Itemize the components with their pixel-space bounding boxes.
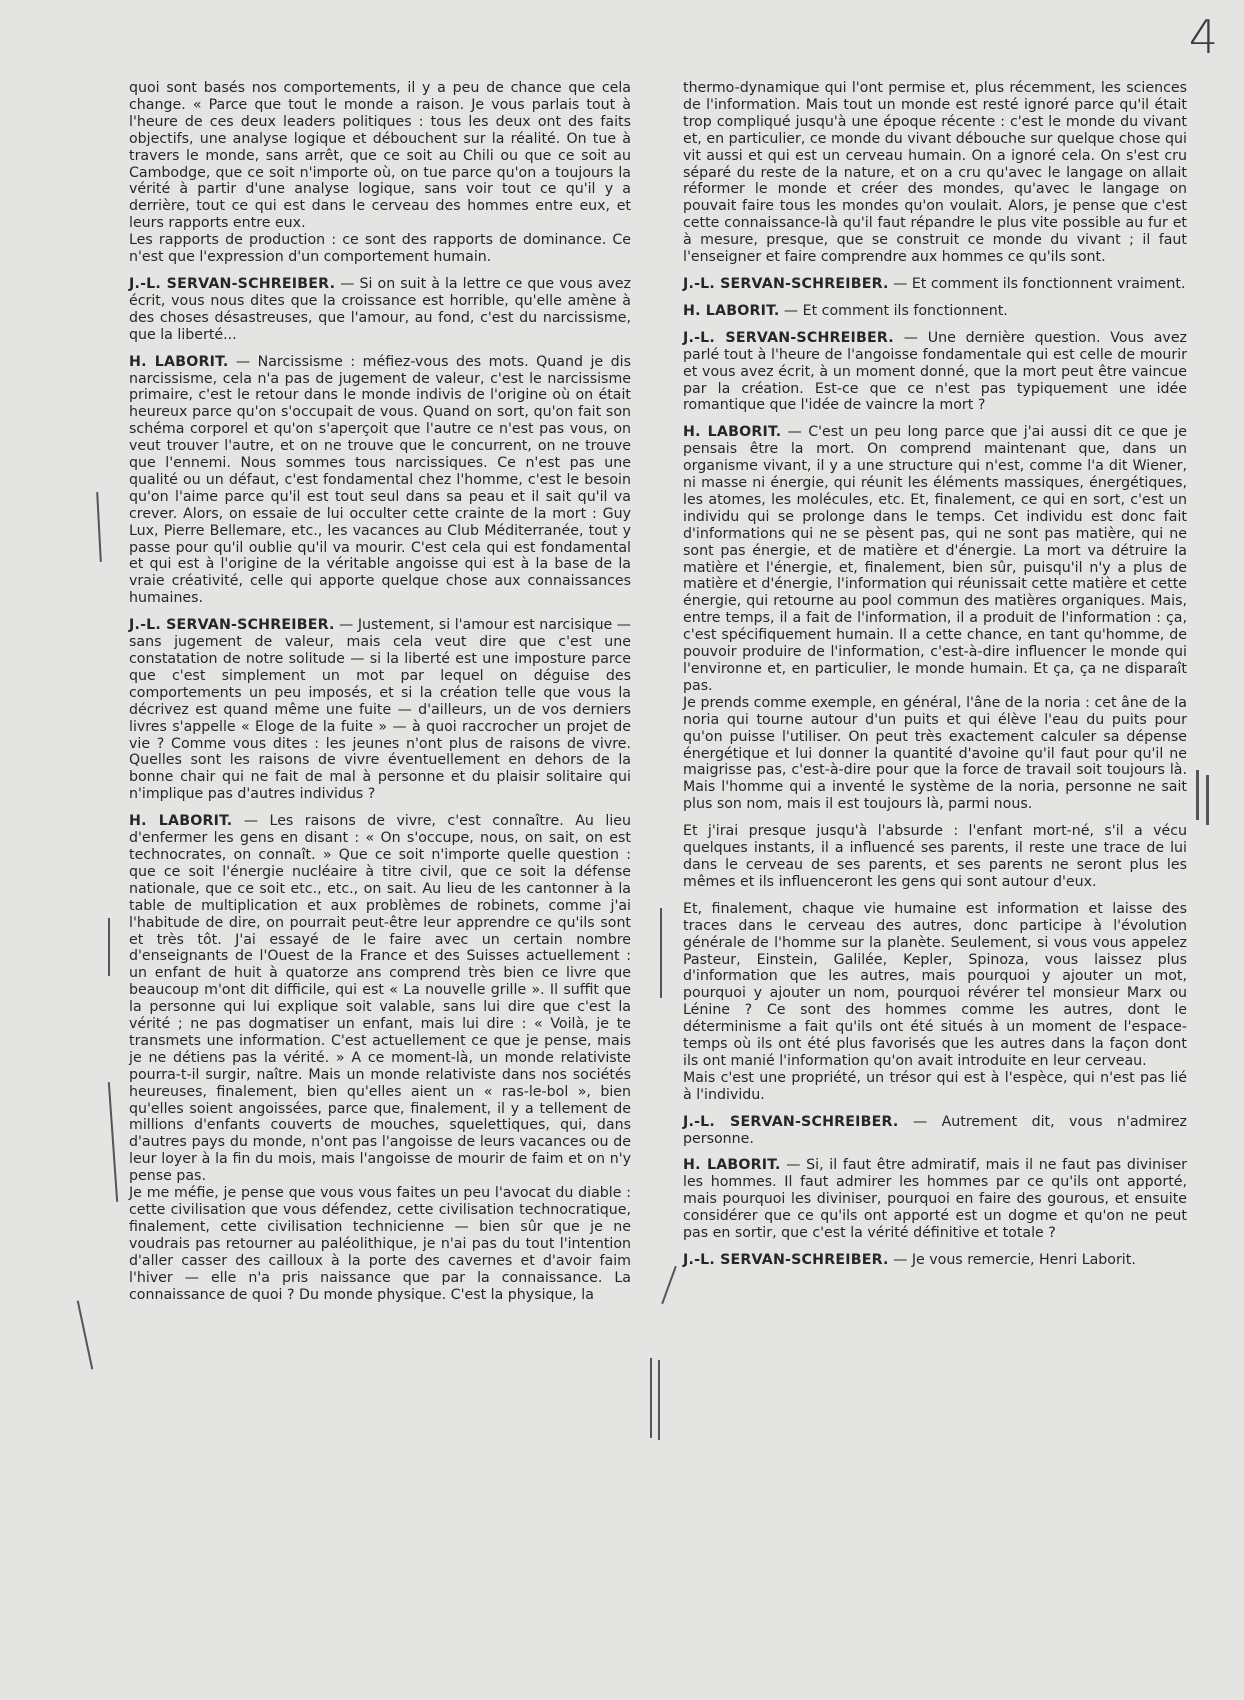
margin-mark xyxy=(650,1358,652,1438)
paragraph-text: — Les raisons de vivre, c'est connaître. Au lieu d'enfermer les gens en disant : « On s'occupe, nous, on sait, on est technocrates, on connaît. » Que ce soit n'importe quelle question : que ce soit l'énergie nucléaire à titre civil, que ce soit la défense nationale, que ce soit etc., etc., on sait. Au lieu de les cantonner à la table de multiplication et aux problèmes de robinets, comme j'ai l'habitude de dire, on pourrait peut-être leur apprendre ce qu'ils sont et très tôt. J'ai essayé de le faire avec un certain nombre d'enseignants de l'Ouest de la France et des Suisses actuellement : un enfant de huit à quatorze ans comprend très bien ce livre que beaucoup m'ont dit difficile, qui est « La nouvelle grille ». Il suffit que la personne qui lui explique soit valable, sans lui dire que c'est la vérité ; ne pas dogmatiser un enfant, mais lui dire : « Voilà, je te transmets une information. C'est actuellement ce que je pense, mais je ne détiens pas la vérité. » A ce moment-là, un monde relativiste pourra-t-il surgir, naître. Mais un monde relativiste dans nos sociétés heureuses, finalement, bien qu'elles aient un « ras-le-bol », bien qu'elles soient angoissées, parce que, finalement, il y a tellement de millions d'enfants couverts de mouches, squelettiques, qui, dans d'autres pays du monde, n'ont pas l'angoisse de leurs vacances ou de leur loyer à la fin du mois, mais l'angoisse de mourir de faim et on n'y pense pas. xyxy=(129,813,631,1185)
paragraph-text: — Narcissisme : méfiez-vous des mots. Quand je dis narcissisme, cela n'a pas de jugement de valeur, c'est le narcissisme primaire, c'est le retour dans le monde indivis de l'origine où on était heureux parce qu'on s'occupait de vous. Quand on sort, qu'on fait son schéma corporel et qu'on s'aperçoit que l'autre ce n'est pas vous, on veut trouver l'autre, et on ne trouve que le concurrent, on ne trouve que l'ennemi. Nous sommes tous narcissiques. Ce n'est pas une qualité ou un défaut, c'est fondamental chez l'homme, c'est le besoin qu'on l'aime parce qu'il est tout seul dans sa peau et il sait qu'il va crever. Alors, on essaie de lui occulter cette crainte de la mort : Guy Lux, Pierre Bellemare, etc., les vacances au Club Méditerranée, tout y passe pour qu'il oublie qu'il va mourir. C'est cela qui est fondamental et qui est à l'origine de la véritable angoisse qui est à la base de la vraie créativité, celle qui apporte quelque chose aux connaissances humaines. xyxy=(129,353,631,607)
paragraph xyxy=(683,80,1187,266)
paragraph xyxy=(129,276,631,344)
paragraph xyxy=(129,617,631,803)
paragraph-text: Mais c'est une propriété, un trésor qui est à l'espèce, qui n'est pas lié à l'individu. xyxy=(683,1069,1187,1103)
margin-mark xyxy=(96,492,102,562)
paragraph-text: Et, finalement, chaque vie humaine est information et laisse des traces dans le cerveau des autres, donc participe à l'évolution générale de l'homme sur la planète. Seulement, si vous vous appelez Pasteur, Einstein, Galilée, Kepler, Spinoza, vous laissez plus d'information que les autres, mais pourquoi y ajouter un mot, pourquoi y ajouter un nom, pourquoi révérer tel monsieur Marx ou Lénine ? Ce sont des hommes comme les autres, dont le déterminisme a fait qu'ils ont été situés à un moment de l'espace-temps où ils ont été plus favorisés que les autres dans la façon dont ils ont manié l'information qu'on avait introduite en leur cerveau. xyxy=(683,900,1187,1069)
paragraph-text: — Autrement dit, vous n'admirez personne. xyxy=(683,1113,1187,1147)
right-column xyxy=(683,80,1187,1279)
margin-mark xyxy=(108,1082,118,1202)
speaker-name: H. LABORIT. xyxy=(683,1157,781,1174)
left-column xyxy=(129,80,631,1313)
paragraph xyxy=(683,901,1187,1070)
paragraph xyxy=(683,823,1187,891)
paragraph-text: thermo-dynamique qui l'ont permise et, plus récemment, les sciences de l'information. Mais tout un monde est resté ignoré parce qu'il était trop compliqué jusqu'à une époque récente : c'est le monde du vivant et, en particulier, ce monde du vivant débouche sur quelque chose qui vit aussi et qui est un cerveau humain. On a ignoré cela. On s'est cru séparé du reste de la nature, et on a cru qu'avec le langage on allait réformer le monde et créer des mondes, qu'avec le langage on pouvait faire tous les mondes qu'on voulait. Alors, je pense que c'est cette connaissance-là qu'il faut répandre le plus vite possible au fur et à mesure, presque, que se construit ce monde du vivant ; il faut l'enseigner et faire comprendre aux hommes ce qu'ils sont. xyxy=(683,80,1187,266)
speaker-name: J.-L. SERVAN-SCHREIBER. xyxy=(683,1113,899,1130)
paragraph xyxy=(129,80,631,232)
margin-mark xyxy=(661,1266,677,1304)
paragraph-text: — Justement, si l'amour est narcisique — sans jugement de valeur, mais cela veut dire que c'est une constatation de notre solitude — si la liberté est une imposture parce que c'est simplement un mot par lequel on déguise des comportements un peu imposés, et si la création telle que vous la décrivez est quand même une fuite — d'ailleurs, un de vos derniers livres s'appelle « Eloge de la fuite » — à quoi raccrocher un projet de vie ? Comme vous dites : les jeunes n'ont plus de raisons de vivre. Quelles sont les raisons de vivre éventuellement en dehors de la bonne chair qui ne fait de mal à personne et du plaisir solitaire qui n'implique pas d'autres individus ? xyxy=(129,617,631,803)
paragraph-text: Je prends comme exemple, en général, l'âne de la noria : cet âne de la noria qui tourne autour d'un puits et qui élève l'eau du puits pour qu'on puisse l'utiliser. On peut très exactement calculer sa dépense énergétique et lui donner la quantité d'avoine qu'il faut pour qu'il ne maigrisse pas, c'est-à-dire pour que la force de travail soit toujours là. Mais l'homme qui a inventé le système de la noria, personne ne sait plus son nom, mais il est toujours là, parmi nous. xyxy=(683,694,1187,813)
speaker-name: J.-L. SERVAN-SCHREIBER. xyxy=(683,1252,889,1268)
speaker-name: H. LABORIT. xyxy=(683,302,780,319)
paragraph-text: Et j'irai presque jusqu'à l'absurde : l'enfant mort-né, s'il a vécu quelques instants, il a influencé ses parents, il reste une trace de lui dans le cerveau de ses parents, et ses parents ne seront plus les mêmes et ils influenceront les gens qui sont autour d'eux. xyxy=(683,823,1187,890)
paragraph xyxy=(129,354,631,608)
paragraph xyxy=(683,1114,1187,1148)
paragraph xyxy=(129,1185,631,1303)
margin-mark xyxy=(1206,775,1209,825)
speaker-name: J.-L. SERVAN-SCHREIBER. xyxy=(683,275,889,292)
paragraph-text: — Si, il faut être admiratif, mais il ne faut pas diviniser les hommes. Il faut admirer les hommes par ce qu'ils ont apporté, mais pourquoi les diviniser, pourquoi en faire des gourous, et ensuite considérer que ce qu'ils ont apporté est un dogme et qu'on ne peut pas en sortir, que c'est la vérité définitive et totale ? xyxy=(683,1157,1187,1242)
margin-mark xyxy=(108,918,110,976)
paragraph xyxy=(683,1252,1187,1269)
paragraph xyxy=(129,813,631,1185)
paragraph xyxy=(683,330,1187,415)
paragraph xyxy=(683,695,1187,813)
paragraph-text: Les rapports de production : ce sont des rapports de dominance. Ce n'est que l'expression d'un comportement humain. xyxy=(129,232,631,266)
speaker-name: J.-L. SERVAN-SCHREIBER. xyxy=(129,617,335,634)
margin-mark xyxy=(77,1301,94,1370)
speaker-name: H. LABORIT. xyxy=(683,424,782,441)
margin-mark xyxy=(660,908,662,998)
paragraph xyxy=(683,1070,1187,1104)
margin-mark xyxy=(658,1360,660,1440)
paragraph-text: — Une dernière question. Vous avez parlé tout à l'heure de l'angoisse fondamentale qui est celle de mourir et vous avez écrit, à un moment donné, que la mort peut être vaincue par la création. Est-ce que ce n'est pas typiquement une idée romantique que l'idée de vaincre la mort ? xyxy=(683,329,1187,414)
speaker-name: H. LABORIT. xyxy=(129,813,233,830)
paragraph-text: quoi sont basés nos comportements, il y a peu de chance que cela change. « Parce que tout le monde a raison. Je vous parlais tout à l'heure de ces deux leaders politiques : tous les deux ont des faits objectifs, une analyse logique et débouchent sur la réalité. On tue à travers le monde, sans arrêt, que ce soit au Chili ou que ce soit au Cambodge, que ce soit n'importe où, on tue parce qu'on a toujours la vérité à partir d'une analyse logique, sans voir tout ce qu'il y a derrière, tout ce qui est dans le cerveau des hommes entre eux, et leurs rapports entre eux. xyxy=(129,80,631,232)
paragraph xyxy=(683,303,1187,320)
paragraph-text: — Si on suit à la lettre ce que vous avez écrit, vous nous dites que la croissance est horrible, qu'elle amène à des choses désastreuses, que l'amour, au fond, c'est du narcissisme, que la liberté... xyxy=(129,275,631,343)
paragraph-text: — C'est un peu long parce que j'ai aussi dit ce que je pensais être la mort. On comprend maintenant que, dans un organisme vivant, il y a une structure qui n'est, comme l'a dit Wiener, ni masse ni énergie, qui réunit les éléments massiques, énergétiques, les atomes, les molécules, etc. Et, finalement, ce qui en sort, c'est un individu qui se prolonge dans le temps. Cet individu est donc fait d'informations qui ne se pèsent pas, qui ne sont pas matière, qui ne sont pas énergie, et de matière et d'énergie. La mort va détruire la matière et l'énergie, et, finalement, bien sûr, puisqu'il n'y a plus de matière et d'énergie, l'information qui réunissait cette matière et cette énergie, qui retourne au pool commun des matières organiques. Mais, entre temps, il a fait de l'information, il a produit de l'information : ça, c'est spécifiquement humain. Il a cette chance, en tant qu'homme, de pouvoir produire de l'information, c'est-à-dire influencer le monde qui l'environne et, en particulier, le monde humain. Et ça, ça ne disparaît pas. xyxy=(683,424,1187,694)
paragraph xyxy=(129,232,631,266)
paragraph xyxy=(683,276,1187,293)
speaker-name: J.-L. SERVAN-SCHREIBER. xyxy=(129,275,336,292)
page-number: 4 xyxy=(1188,10,1218,64)
margin-mark xyxy=(1196,770,1199,820)
speaker-name: H. LABORIT. xyxy=(129,353,229,370)
paragraph-text: Je me méfie, je pense que vous vous faites un peu l'avocat du diable : cette civilisation que vous défendez, cette civilisation technocratique, finalement, cette civilisation technicienne — bien sûr que je ne voudrais pas retourner au paléolithique, je n'ai pas du tout l'intention d'aller casser des cailloux à la porte des cavernes et d'avoir faim l'hiver — elle n'a pris naissance que par la connaissance. La connaissance de quoi ? Du monde physique. C'est la physique, la xyxy=(129,1185,631,1303)
paragraph-text: — Et comment ils fonctionnent. xyxy=(779,302,1008,319)
speaker-name: J.-L. SERVAN-SCHREIBER. xyxy=(683,329,894,346)
paragraph xyxy=(683,424,1187,695)
paragraph-text: — Et comment ils fonctionnent vraiment. xyxy=(888,275,1186,292)
paragraph-text: — Je vous remercie, Henri Laborit. xyxy=(888,1252,1136,1268)
paragraph xyxy=(683,1157,1187,1242)
